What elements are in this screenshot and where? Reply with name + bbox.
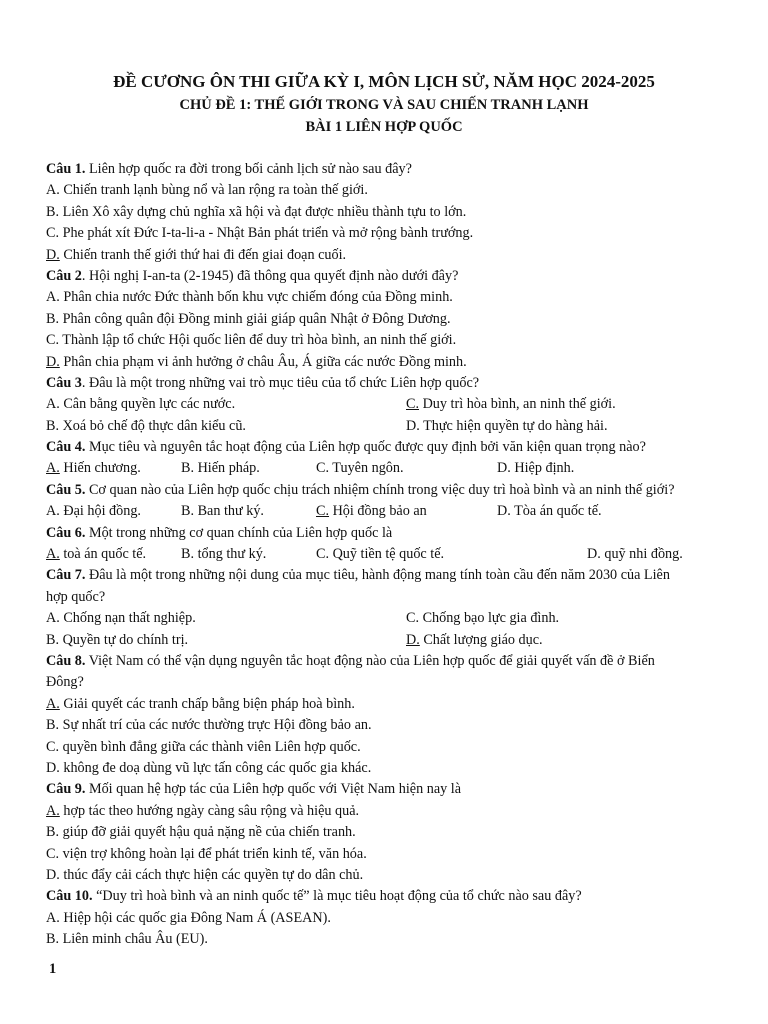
option-text: Phân chia nước Đức thành bốn khu vực chiếm đóng của Đồng minh. [59,289,453,306]
option-text: Liên minh châu Âu (EU). [59,931,208,948]
answer-option-correct [406,394,616,415]
question-stem [46,266,726,287]
answer-option [46,865,726,886]
option-letter: A. [46,396,60,413]
answer-option [46,287,726,308]
answer-option [46,929,726,950]
option-letter: D. [587,546,601,563]
question-stem [46,886,726,907]
option-letter: A. [46,546,60,563]
question-number: Câu 2 [46,267,82,284]
option-text: tổng thư ký. [194,546,267,563]
document-title: ĐỀ CƯƠNG ÔN THI GIỮA KỲ I, MÔN LỊCH SỬ, NĂM HỌC 2024-2025 [113,72,655,91]
option-text: Thành lập tổ chức Hội quốc liên để duy trì hòa bình, an ninh thế giới. [59,332,457,349]
answer-option [46,202,726,223]
option-letter: D. [46,246,60,263]
option-text: không đe doạ dùng vũ lực tấn công các quốc gia khác. [59,759,372,776]
question-number: Câu 3 [46,374,82,391]
option-text: Chiến tranh lạnh bùng nổ và lan rộng ra toàn thế giới. [59,182,368,199]
answer-option-row [46,458,726,479]
question-text: Mục tiêu và nguyên tắc hoạt động của Liên hợp quốc được quy định bởi văn kiện quan trọng nào? [85,439,646,456]
option-letter: C. [46,738,60,755]
option-letter: B. [46,203,60,220]
answer-option [46,503,141,519]
option-text: hợp tác theo hướng ngày càng sâu rộng và hiệu quả. [59,802,360,819]
answer-option [406,416,608,437]
answer-option [46,330,726,351]
question-number: Câu 1. [46,161,86,177]
option-letter: A. [46,182,60,199]
option-letter: D. [46,759,60,776]
question-text: Liên hợp quốc ra đời trong bối cảnh lịch sử nào sau đây? [85,161,412,177]
lesson-heading: BÀI 1 LIÊN HỢP QUỐC [305,119,463,135]
answer-option [46,610,196,626]
question-number: Câu 8. [46,652,86,669]
option-letter: C. [46,845,60,862]
question-text: “Duy trì hoà bình và an ninh quốc tế” là mục tiêu hoạt động của tổ chức nào sau đây? [92,888,582,905]
answer-option-row [46,394,726,415]
answer-option-row [46,416,726,437]
answer-option [587,544,683,565]
option-letter: D. [497,503,511,520]
question-number: Câu 6. [46,524,86,541]
question-list [46,159,726,950]
option-letter: A. [46,503,60,520]
question-text: Một trong những cơ quan chính của Liên hợp quốc là [85,524,393,541]
option-text: toà án quốc tế. [59,546,147,563]
answer-option [46,758,726,779]
answer-option [46,223,726,244]
option-text: Phân chia phạm vi ảnh hưởng ở châu Âu, Á giữa các nước Đồng minh. [59,353,467,370]
option-text: Duy trì hòa bình, an ninh thế giới. [419,396,616,413]
question-text: . Đâu là một trong những vai trò mục tiêu của tổ chức Liên hợp quốc? [81,374,480,391]
answer-option-correct [46,546,146,562]
question-number: Câu 4. [46,439,86,456]
question-stem [46,373,726,394]
question-text-continued: hợp quốc? [46,588,106,605]
option-text: Hiến pháp. [194,460,260,477]
option-letter: B. [46,717,60,734]
question-text-continued: Đông? [46,674,84,691]
option-letter: A. [46,460,60,477]
answer-option [46,715,726,736]
option-letter: A. [46,802,60,819]
option-text: Cân bằng quyền lực các nước. [59,396,236,413]
option-text: quyền bình đẳng giữa các thành viên Liên hợp quốc. [59,738,361,755]
option-letter: B. [46,310,60,327]
question-stem [46,523,726,544]
option-letter: C. [316,503,330,520]
option-letter: A. [46,610,60,627]
question-stem [46,159,726,180]
option-text: Đại hội đồng. [59,503,141,520]
question-number: Câu 5. [46,481,86,498]
option-letter: D. [406,631,420,648]
option-text: Chất lượng giáo dục. [419,631,543,648]
option-letter: C. [316,460,330,477]
question-stem [46,437,726,458]
answer-option-row [46,501,726,522]
answer-option [46,632,188,648]
question-text: Đâu là một trong những nội dung của mục tiêu, hành động mang tính toàn cầu đến năm 2030 của Liên [85,567,670,584]
answer-option-row [46,630,726,651]
option-text: Quỹ tiền tệ quốc tế. [329,546,445,563]
answer-option-correct [316,501,427,522]
option-letter: D. [406,417,420,434]
option-letter: C. [406,396,420,413]
answer-option [46,396,235,412]
question-text: Cơ quan nào của Liên hợp quốc chịu trách nhiệm chính trong việc duy trì hoà bình và an ninh thế giới? [85,481,675,498]
option-letter: B. [181,503,195,520]
document-header [0,70,768,138]
option-text: Thực hiện quyền tự do hàng hải. [419,417,608,434]
answer-option-correct [406,630,543,651]
answer-option [46,180,726,201]
question-stem [46,565,726,586]
option-text: Hiến chương. [59,460,141,477]
answer-option [46,908,726,929]
option-text: Chiến tranh thế giới thứ hai đi đến giai đoạn cuối. [59,246,347,263]
option-letter: C. [406,610,420,627]
option-letter: A. [46,289,60,306]
option-text: Ban thư ký. [194,503,264,520]
question-text: . Hội nghị I-an-ta (2-1945) đã thông qua quyết định nào dưới đây? [81,267,459,284]
question-number: Câu 7. [46,567,86,584]
answer-option-correct [46,245,726,266]
option-letter: B. [181,460,195,477]
option-letter: A. [46,695,60,712]
option-text: viện trợ không hoàn lại để phát triển kinh tế, văn hóa. [59,845,367,862]
question-stem [46,480,726,501]
option-text: Quyền tự do chính trị. [59,631,189,648]
answer-option [181,458,260,479]
answer-option [181,544,266,565]
answer-option [316,544,444,565]
option-text: Liên Xô xây dựng chủ nghĩa xã hội và đạt được nhiều thành tựu to lớn. [59,203,467,220]
option-letter: D. [46,353,60,370]
answer-option-row [46,544,726,565]
answer-option [316,458,404,479]
option-text: Xoá bỏ chế độ thực dân kiểu cũ. [59,417,246,434]
option-letter: B. [181,546,195,563]
option-text: giúp đỡ giải quyết hậu quả nặng nề của chiến tranh. [59,824,356,841]
answer-option [497,458,574,479]
answer-option-correct [46,801,726,822]
option-text: Phe phát xít Đức I-ta-li-a - Nhật Bản phát triển và mở rộng bành trướng. [59,225,474,242]
answer-option [46,844,726,865]
option-text: Chống nạn thất nghiệp. [59,610,196,627]
option-text: Phân công quân đội Đồng minh giải giáp quân Nhật ở Đông Dương. [59,310,451,327]
answer-option [46,737,726,758]
answer-option [46,418,246,434]
topic-heading: CHỦ ĐỀ 1: THẾ GIỚI TRONG VÀ SAU CHIẾN TRANH LẠNH [179,97,589,113]
option-letter: C. [46,225,60,242]
question-stem [46,779,726,800]
option-text: Hiệp hội các quốc gia Đông Nam Á (ASEAN). [59,909,331,926]
option-text: Hội đồng bảo an [329,503,427,520]
option-letter: C. [46,332,60,349]
option-letter: C. [316,546,330,563]
question-number: Câu 9. [46,781,86,798]
page-number: 1 [49,961,57,977]
answer-option-row [46,608,726,629]
answer-option [497,501,602,522]
answer-option-correct [46,694,726,715]
question-stem [46,651,726,672]
option-text: quỹ nhi đồng. [600,546,683,563]
answer-option-correct [46,460,141,476]
option-letter: D. [46,866,60,883]
answer-option [46,309,726,330]
answer-option [46,822,726,843]
answer-option-correct [46,352,726,373]
answer-option [406,608,559,629]
option-text: Giải quyết các tranh chấp bằng biện pháp hoà bình. [59,695,355,712]
option-text: Hiệp định. [510,460,575,477]
question-text: Việt Nam có thể vận dụng nguyên tắc hoạt động nào của Liên hợp quốc để giải quyết vấn đề ở Biển [85,652,655,669]
option-text: Tuyên ngôn. [329,460,404,477]
question-number: Câu 10. [46,888,93,905]
option-text: Chống bạo lực gia đình. [419,610,560,627]
option-letter: B. [46,631,60,648]
option-letter: B. [46,824,60,841]
option-text: Sự nhất trí của các nước thường trực Hội đồng bảo an. [59,717,372,734]
option-letter: B. [46,931,60,948]
option-letter: A. [46,909,60,926]
option-text: Tòa án quốc tế. [510,503,602,520]
option-text: thúc đẩy cải cách thực hiện các quyền tự do dân chủ. [59,866,364,883]
answer-option [181,501,264,522]
question-text: Mối quan hệ hợp tác của Liên hợp quốc với Việt Nam hiện nay là [85,781,462,798]
option-letter: D. [497,460,511,477]
option-letter: B. [46,417,60,434]
